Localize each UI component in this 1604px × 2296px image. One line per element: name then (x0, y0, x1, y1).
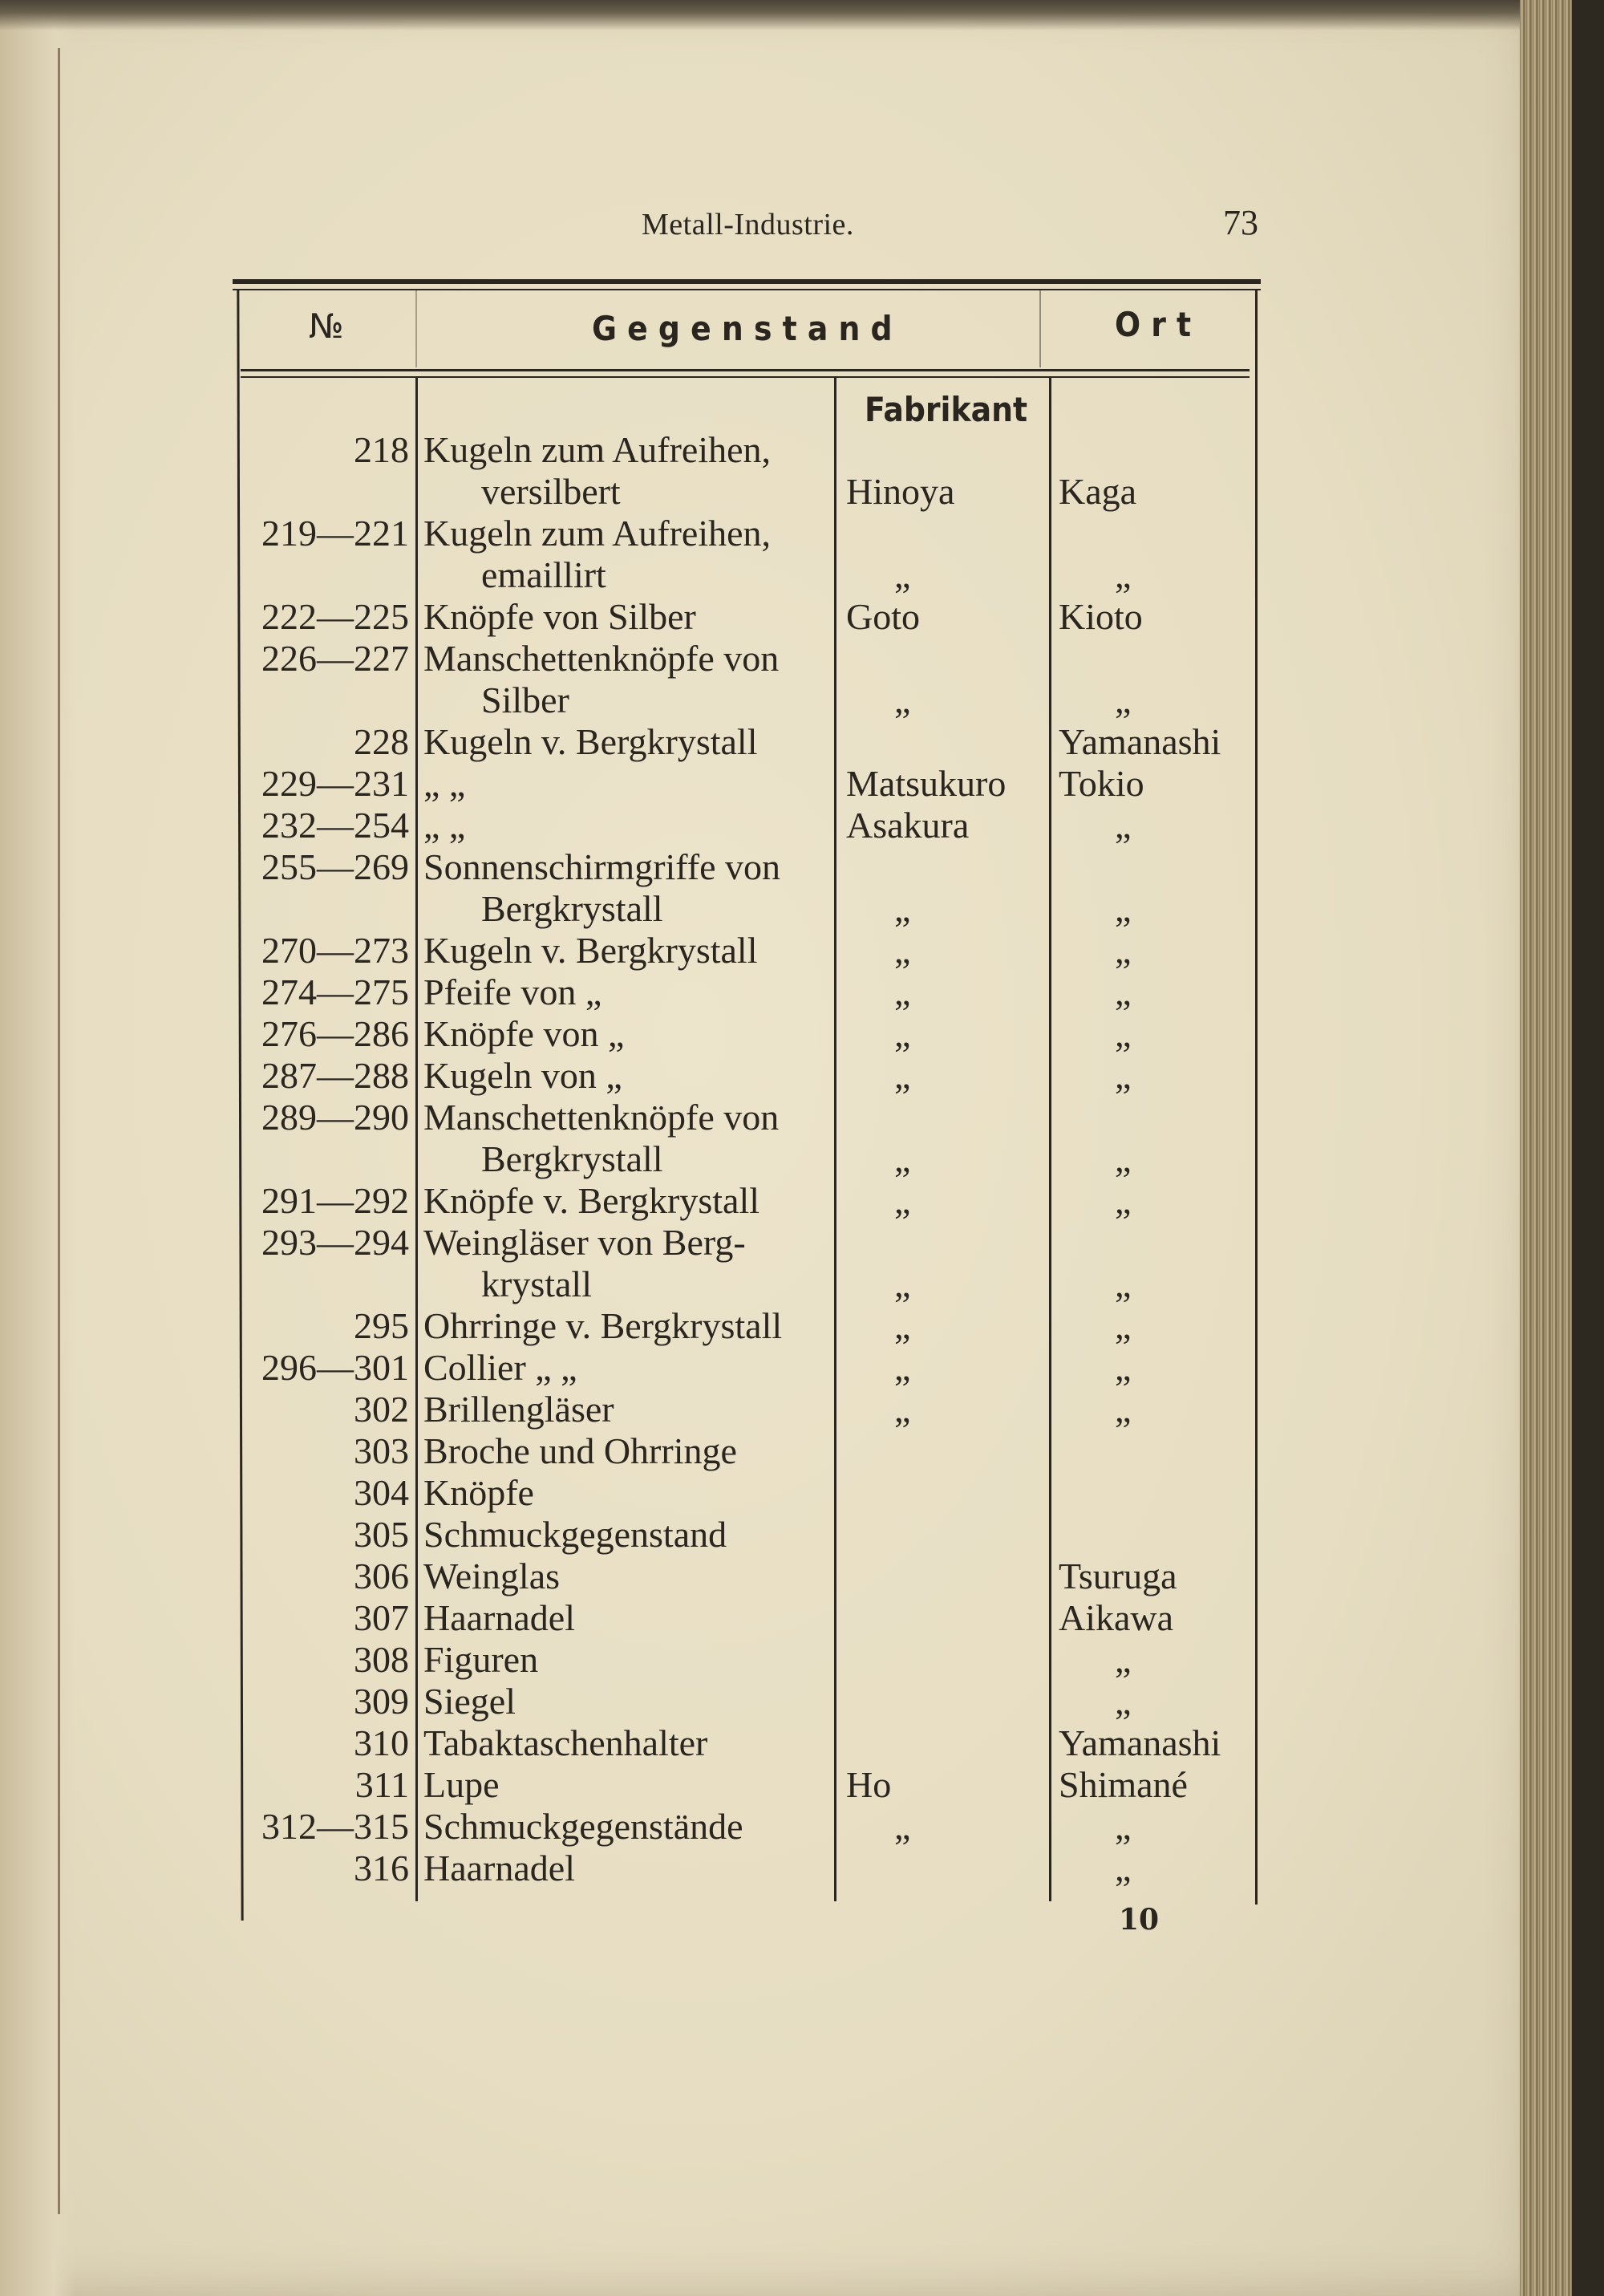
top-edge (0, 0, 1536, 30)
row-item: Haarnadel (423, 1848, 575, 1888)
row-ort: „ (1115, 1806, 1132, 1847)
row-number: 289—290 (261, 1097, 409, 1138)
row-ort: „ (1115, 554, 1132, 595)
row-ort: Shimané (1059, 1764, 1188, 1805)
row-item: Manschettenknöpfe von (423, 1097, 780, 1138)
row-ort: „ (1115, 972, 1132, 1012)
row-fabrikant: „ (894, 1806, 911, 1847)
row-fabrikant: Matsukuro (846, 763, 1007, 804)
row-item: Knöpfe von „ (423, 1013, 625, 1054)
row-ort: Kioto (1059, 596, 1143, 637)
row-number: 226—227 (261, 638, 409, 679)
row-number: 295 (354, 1305, 409, 1346)
row-ort: Kaga (1059, 471, 1137, 512)
row-number: 309 (354, 1681, 409, 1722)
row-number: 304 (354, 1472, 409, 1513)
row-item: Brillengläser (423, 1389, 614, 1430)
row-number: 311 (354, 1764, 409, 1805)
row-number: 307 (354, 1597, 409, 1638)
col-line-right (1255, 290, 1258, 1905)
row-ort: Tokio (1059, 763, 1144, 804)
row-fabrikant: „ (894, 1138, 911, 1179)
row-number: 293—294 (261, 1222, 409, 1263)
row-item: Kugeln v. Bergkrystall (423, 930, 758, 971)
row-number: 302 (354, 1389, 409, 1430)
row-item-continued: versilbert (481, 471, 621, 512)
row-item: Weingläser von Berg- (423, 1222, 746, 1263)
row-fabrikant: „ (894, 972, 911, 1012)
row-number: 305 (354, 1514, 409, 1555)
row-number: 291—292 (261, 1180, 409, 1221)
row-item: Kugeln zum Aufreihen, (423, 429, 772, 470)
row-number: 222—225 (261, 596, 409, 637)
row-item: Knöpfe (423, 1472, 534, 1513)
row-ort: Yamanashi (1059, 721, 1221, 762)
header-bottom-rule-2 (241, 376, 1250, 378)
row-fabrikant: „ (894, 888, 911, 929)
row-item: Schmuckgegenstand (423, 1514, 727, 1555)
row-item: Siegel (423, 1681, 516, 1722)
row-fabrikant: „ (894, 1055, 911, 1096)
row-ort: Aikawa (1059, 1597, 1174, 1638)
row-number: 310 (354, 1722, 409, 1763)
row-item: Haarnadel (423, 1597, 575, 1638)
row-item-continued: emaillirt (481, 554, 606, 595)
col-line-header-1 (415, 290, 417, 367)
row-item: Lupe (423, 1764, 500, 1805)
row-item: Kugeln von „ (423, 1055, 622, 1096)
row-ort: „ (1115, 1013, 1132, 1054)
col-line-no (415, 377, 418, 1901)
book-edge-dark (1572, 0, 1604, 2296)
header-no: № (309, 306, 344, 346)
row-number: 270—273 (261, 930, 409, 971)
header-ort: O r t (1115, 305, 1192, 344)
row-fabrikant: „ (894, 1180, 911, 1221)
row-number: 287—288 (261, 1055, 409, 1096)
row-fabrikant: „ (894, 679, 911, 720)
row-item: Manschettenknöpfe von (423, 638, 780, 679)
page-number: 73 (1223, 203, 1258, 242)
row-item-continued: Silber (481, 679, 569, 720)
row-ort: „ (1115, 1389, 1132, 1430)
col-line-fabrikant (1049, 377, 1051, 1901)
row-fabrikant: Hinoya (846, 471, 955, 512)
row-number: 229—231 (261, 763, 409, 804)
running-head: Metall-Industrie. (642, 208, 854, 241)
col-line-gegenstand (834, 377, 836, 1901)
row-item: Pfeife von „ (423, 972, 602, 1012)
row-item: „ „ (423, 805, 466, 846)
row-ort: „ (1115, 1347, 1132, 1388)
row-item-continued: krystall (481, 1264, 592, 1304)
header-bottom-rule (241, 369, 1250, 371)
row-ort: „ (1115, 805, 1132, 846)
row-number: 303 (354, 1430, 409, 1471)
row-fabrikant: „ (894, 554, 911, 595)
row-fabrikant: Ho (846, 1764, 892, 1805)
row-item: „ „ (423, 763, 466, 804)
row-item: Collier „ „ (423, 1347, 577, 1388)
row-fabrikant: Asakura (846, 805, 970, 846)
row-fabrikant: „ (894, 1013, 911, 1054)
row-number: 296—301 (261, 1347, 409, 1388)
row-item: Kugeln zum Aufreihen, (423, 513, 772, 554)
table-top-rule-thick (233, 279, 1261, 284)
row-ort: „ (1115, 930, 1132, 971)
row-number: 255—269 (261, 846, 409, 887)
row-number: 316 (354, 1848, 409, 1888)
row-number: 308 (354, 1639, 409, 1680)
row-item: Broche und Ohrringe (423, 1430, 737, 1471)
row-item: Kugeln v. Bergkrystall (423, 721, 758, 762)
row-fabrikant: „ (894, 1347, 911, 1388)
row-item: Knöpfe v. Bergkrystall (423, 1180, 760, 1221)
row-ort: „ (1115, 1305, 1132, 1346)
row-item-continued: Bergkrystall (481, 888, 663, 929)
row-item-continued: Bergkrystall (481, 1138, 663, 1179)
row-number: 219—221 (261, 513, 409, 554)
row-number: 232—254 (261, 805, 409, 846)
row-item: Weinglas (423, 1556, 561, 1596)
row-ort: „ (1115, 679, 1132, 720)
header-gegenstand: G e g e n s t a n d (592, 309, 893, 348)
row-fabrikant: „ (894, 1389, 911, 1430)
row-fabrikant: „ (894, 1264, 911, 1304)
signature-mark: 10 (1119, 1903, 1160, 1937)
page-gutter (0, 0, 76, 2296)
row-number: 306 (354, 1556, 409, 1596)
row-item: Schmuckgegenstände (423, 1806, 743, 1847)
row-item: Knöpfe von Silber (423, 596, 696, 637)
row-number: 228 (354, 721, 409, 762)
row-ort: Yamanashi (1059, 1722, 1221, 1763)
row-item: Tabaktaschenhalter (423, 1722, 708, 1763)
gutter-line (58, 48, 60, 2214)
row-fabrikant: Goto (846, 596, 920, 637)
row-ort: „ (1115, 1681, 1132, 1722)
row-ort: Tsuruga (1059, 1556, 1177, 1596)
row-item: Figuren (423, 1639, 539, 1680)
table-top-rule-thin (233, 289, 1261, 290)
row-ort: „ (1115, 1055, 1132, 1096)
header-fabrikant: Fabrikant (865, 390, 1028, 429)
row-ort: „ (1115, 1639, 1132, 1680)
row-number: 274—275 (261, 972, 409, 1012)
row-item: Sonnenschirmgriffe von (423, 846, 781, 887)
row-fabrikant: „ (894, 1305, 911, 1346)
row-ort: „ (1115, 1180, 1132, 1221)
row-number: 218 (354, 429, 409, 470)
row-ort: „ (1115, 1848, 1132, 1888)
row-number: 276—286 (261, 1013, 409, 1054)
col-line-header-2 (1039, 290, 1041, 367)
row-number: 312—315 (261, 1806, 409, 1847)
row-item: Ohrringe v. Bergkrystall (423, 1305, 783, 1346)
row-ort: „ (1115, 1264, 1132, 1304)
row-ort: „ (1115, 888, 1132, 929)
row-fabrikant: „ (894, 930, 911, 971)
row-ort: „ (1115, 1138, 1132, 1179)
